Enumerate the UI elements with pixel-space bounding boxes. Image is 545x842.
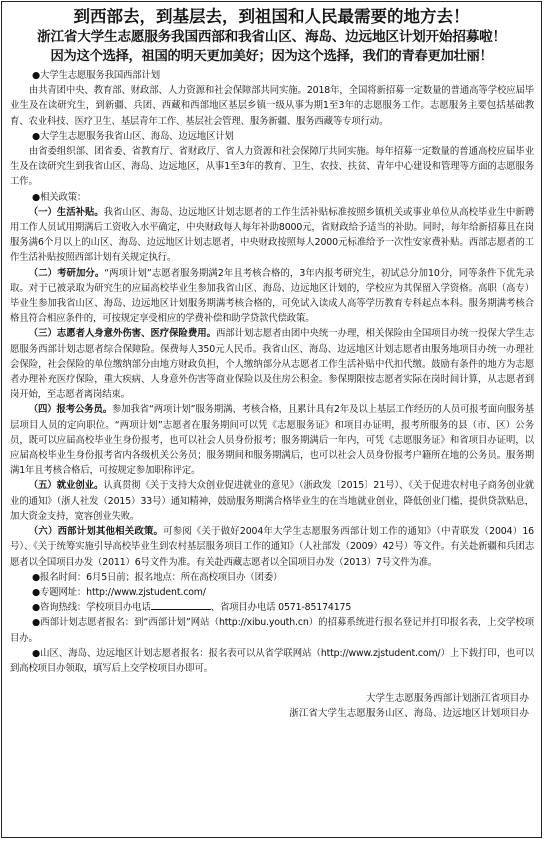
policy-exam-bonus: [10, 266, 534, 327]
policy-label: （六）西部计划其他相关政策。: [28, 526, 164, 538]
recruitment-notice: [1, 1, 542, 838]
notice-body: [2, 68, 541, 676]
policy-label: （三）志愿者人身意外伤害、医疗保险费用。: [28, 328, 216, 340]
policy-text: 参加我省“两项计划”服务期满、考核合格，且累计具有2年及以上基层工作经历的人员可报考面向服务基层项目人员的定向职位。“两项计划”志愿者在服务期间可以凭《志愿服务证》和项目办证明，报考所服务的县（市、区）公务员，既可以应届高校毕业生身份报考，也可以社会人员身份报考；服务期满后一年内，可凭《志愿服务证》和省项目办证明，以应届高校毕业生身份报考省内各级机关公务员；服务期间和服务期满后，也可以社会人员身份报考户籍所在地的公务员。服务期满1年且考核合格后，可按规定参加职称评定。: [10, 404, 534, 477]
policy-living-allowance: [10, 205, 534, 266]
policy-label: （五）就业创业。: [28, 480, 104, 492]
policy-text: 可参阅《关于做好2004年大学生志愿服务西部计划工作的通知》（中青联发（2004）16号）、《关于统筹实施引导高校毕业生到农村基层服务项目工作的通知》（人社部发（2009）42号）等文件。有关赴新疆和兵团志愿者以全国项目办发（2011）6号文件为准。有关赴西藏志愿者以全国项目办发（2013）7号文件为准。: [10, 526, 534, 568]
policy-label: （一）生活补贴。: [28, 206, 104, 218]
website-info: ●专题网址：http://www.zjstudent.com/: [32, 586, 206, 598]
notice-title: 到西部去，到基层去，到祖国和人民最需要的地方去！: [73, 7, 470, 26]
hotline-blank: [151, 600, 211, 610]
policy-label: （二）考研加分。: [28, 267, 105, 279]
west-plan-text: 由共青团中央、教育部、财政部、人力资源和社会保障部共同实施。2018年，全国将新招募一定数量的普通高等学校应届毕业生及在读研究生，到新疆、兵团、西藏和西部地区基层乡镇一级从事为期1至3年的志愿服务工作。志愿服务主要包括基础教育、农业科技、医疗卫生、基层青年工作、基层社会管理、服务新疆、服务西藏等专项行动。: [10, 85, 534, 127]
west-plan-heading: ●大学生志愿服务我国西部计划: [32, 70, 160, 81]
policy-employment: [10, 478, 534, 524]
hotline-prefix: ●咨询热线：学校项目办电话: [32, 602, 151, 614]
notice-slogan: 因为这个选择，祖国的明天更加美好；因为这个选择，我们的青春更加壮丽！: [50, 49, 493, 64]
signature: [2, 691, 541, 721]
signature-line: 大学生志愿服务西部计划浙江省项目办: [365, 693, 529, 705]
notice-subtitle: 浙江省大学生志愿服务我国西部和我省山区、海岛、边远地区计划开始招募啦！: [37, 29, 506, 45]
policy-text: 西部计划志愿者由团中央统一办理，相关保险由全国项目办统一投保大学生志愿服务西部计划志愿者综合保障险。保费每人350元人民币。我省山区、海岛、边远地区计划志愿者由服务地项目办统一办理社会保险，社会保险的单位缴纳部分由地方财政负担，个人缴纳部分从志愿者工作生活补贴中代扣代缴。鼓励有条件的地方为志愿者办理补充医疗保险，重大疾病、人身意外伤害等商业保险以及住房公积金。参保期限按志愿者实际在岗时间计算，从志愿者到岗开始，至志愿者离岗结束。: [10, 328, 534, 401]
policy-heading: ●相关政策：: [32, 191, 87, 203]
policy-label: （四）报考公务员。: [28, 404, 112, 416]
local-plan-text: 由省委组织部、团省委、省教育厅、省财政厅、省人力资源和社会保障厅共同实施。每年招募一定数量的普通高校应届毕业生及在读研究生到我省山区、海岛、边远地区，从事1至3年的教育、卫生、农技、扶贫、青年中心建设和管理等方面的志愿服务工作。: [10, 146, 534, 188]
policy-insurance: [10, 326, 534, 402]
policy-text: 认真贯彻《关于支持大众创业促进就业的意见》（浙政发〔2015〕21号）、《关于促进农村电子商务创业就业的通知》（浙人社发（2015）33号）通知精神，鼓励服务期满合格毕业生的在当地就业创业，降低创业门槛，提供贷款贴息，加大资金支持，宽容创业失败。: [10, 480, 534, 522]
policy-text: “两项计划”志愿者服务期满2年且考核合格的，3年内报考研究生，初试总分加10分，同等条件下优先录取。对于已被录取为研究生的应届高校毕业生参加我省山区、海岛、边远地区计划的，学校应为其保留入学资格。高职（高专）毕业生参加我省山区、海岛、边远地区计划服务期满考核合格的，可免试入读成人高等学历教育专科起点本科。服务期满考核合格且符合相应条件的，可按规定享受相应的学费补偿和助学贷款代偿政策。: [10, 267, 534, 325]
local-signup-info: ●山区、海岛、边远地区计划志愿者报名：报名表可以从省学联网站（http://www.zjstudent.com/）上下载打印，也可以到高校项目办领取，填写后上交学校项目办即可。: [10, 647, 534, 674]
policy-text: 我省山区、海岛、边远地区计划志愿者的工作生活补贴标准按照乡镇机关或事业单位从高校毕业生中新聘用工作人员试用期满后工资收入水平确定，中央财政每人每年补助8000元，省财政给予适当的补助。同时，每年给新招募且在岗服务满6个月以上的山区、海岛、边远地区计划志愿者，中央财政按照每人2000元标准给予一次性安家费补贴。西部志愿者的工作生活补贴按照西部计划有关规定执行。: [10, 206, 534, 264]
hotline-suffix: 、省项目办电话 0571-85174175: [210, 602, 352, 614]
hotline-info: [10, 600, 534, 615]
west-signup-info: ●西部计划志愿者报名：到“西部计划”网站（http://xibu.youth.cn）的招募系统进行报名登记并打印报名表，上交学校项目办。: [10, 617, 534, 644]
local-plan-heading: ●大学生志愿服务我省山区、海岛、边远地区计划: [32, 130, 234, 142]
signup-deadline: ●报名时间：6月5日前；报名地点：所在高校项目办（团委）: [32, 571, 283, 583]
policy-civil-service: [10, 402, 534, 478]
signature-line: 浙江省大学生志愿服务山区、海岛、边远地区计划项目办: [289, 708, 529, 720]
policy-other: [10, 524, 534, 570]
